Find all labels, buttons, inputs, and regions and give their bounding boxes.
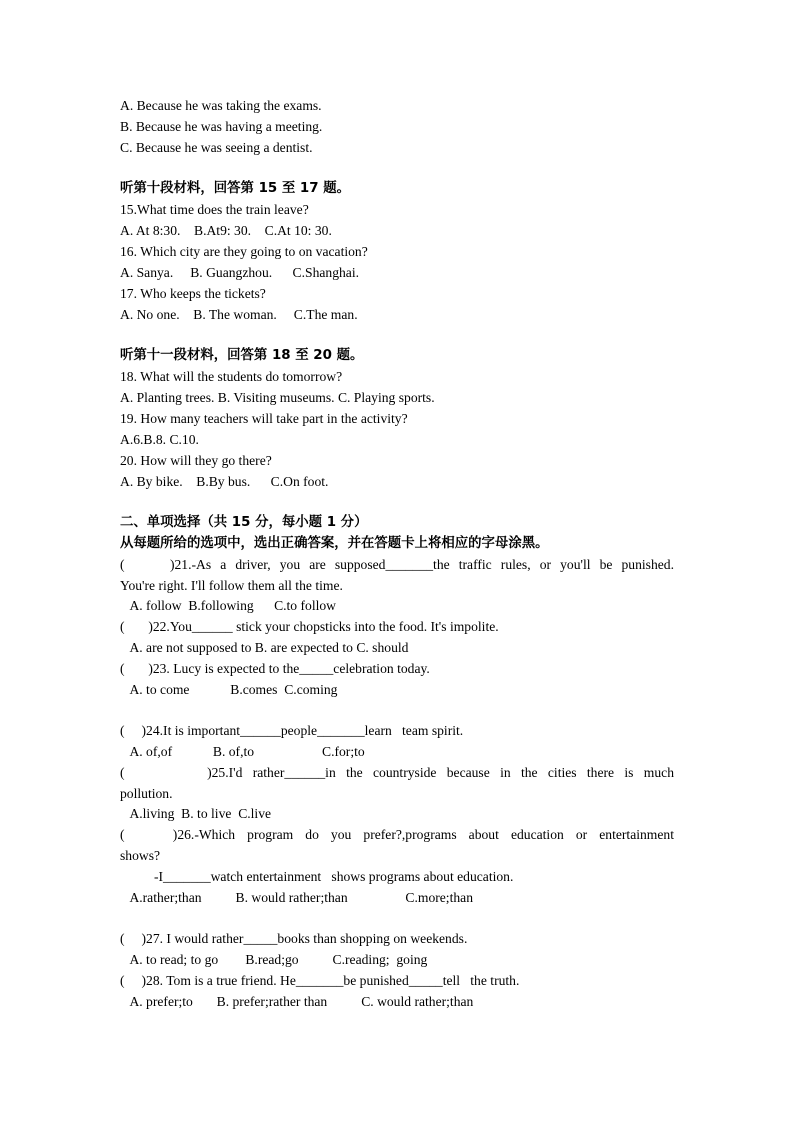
q19-options: A.6.B.8. C.10. [120,432,199,447]
q17-options: A. No one. B. The woman. C.The man. [120,307,358,322]
q16-options: A. Sanya. B. Guangzhou. C.Shanghai. [120,265,359,280]
part-2-heading: 二、单项选择（共 15 分，每小题 1 分） [120,515,368,530]
q14-option-a: A. Because he was taking the exams. [120,98,322,113]
q18-options: A. Planting trees. B. Visiting museums. C. Playing sports. [120,390,435,405]
q24-options: A. of,of B. of,to C.for;to [120,744,365,759]
question-16: 16. Which city are they going to on vacation? [120,244,368,259]
part-2-instructions: 从每题所给的选项中，选出正确答案，并在答题卡上将相应的字母涂黑。 [120,536,549,551]
question-24: ( )24.It is important______people_______learn team spirit. [120,723,464,738]
q15-options: A. At 8:30. B.At9: 30. C.At 10: 30. [120,223,332,238]
question-17: 17. Who keeps the tickets? [120,286,266,301]
question-21: ( )21.-As a driver, you are supposed_______the traffic rules, or you'll be punished. [120,557,674,572]
question-19: 19. How many teachers will take part in the activity? [120,411,408,426]
q25-continuation: pollution. [120,786,173,801]
q25-options: A.living B. to live C.live [120,806,272,821]
q20-options: A. By bike. B.By bus. C.On foot. [120,474,329,489]
q27-options: A. to read; to go B.read;go C.reading; going [120,952,428,967]
question-28: ( )28. Tom is a true friend. He_______be punished_____tell the truth. [120,973,520,988]
section-10-heading: 听第十段材料，回答第 15 至 17 题。 [120,181,350,196]
q28-options: A. prefer;to B. prefer;rather than C. would rather;than [120,994,474,1009]
question-25: ( )25.I'd rather______in the countryside because in the cities there is much [120,765,674,780]
q21-options: A. follow B.following C.to follow [120,598,336,613]
question-18: 18. What will the students do tomorrow? [120,369,343,384]
q21-reply: You're right. I'll follow them all the time. [120,578,343,593]
question-22: ( )22.You______ stick your chopsticks into the food. It's impolite. [120,619,499,634]
q14-option-b: B. Because he was having a meeting. [120,119,323,134]
question-20: 20. How will they go there? [120,453,272,468]
question-15: 15.What time does the train leave? [120,202,309,217]
q23-options: A. to come B.comes C.coming [120,682,338,697]
question-27: ( )27. I would rather_____books than shopping on weekends. [120,931,468,946]
q26-options: A.rather;than B. would rather;than C.more;than [120,890,473,905]
question-23: ( )23. Lucy is expected to the_____celebration today. [120,661,430,676]
question-26: ( )26.-Which program do you prefer?,programs about education or entertainment [120,827,674,842]
section-11-heading: 听第十一段材料，回答第 18 至 20 题。 [120,348,364,363]
q22-options: A. are not supposed to B. are expected to C. should [120,640,409,655]
q26-continuation: shows? [120,848,161,863]
q14-option-c: C. Because he was seeing a dentist. [120,140,313,155]
q26-reply: -I_______watch entertainment shows programs about education. [120,869,514,884]
